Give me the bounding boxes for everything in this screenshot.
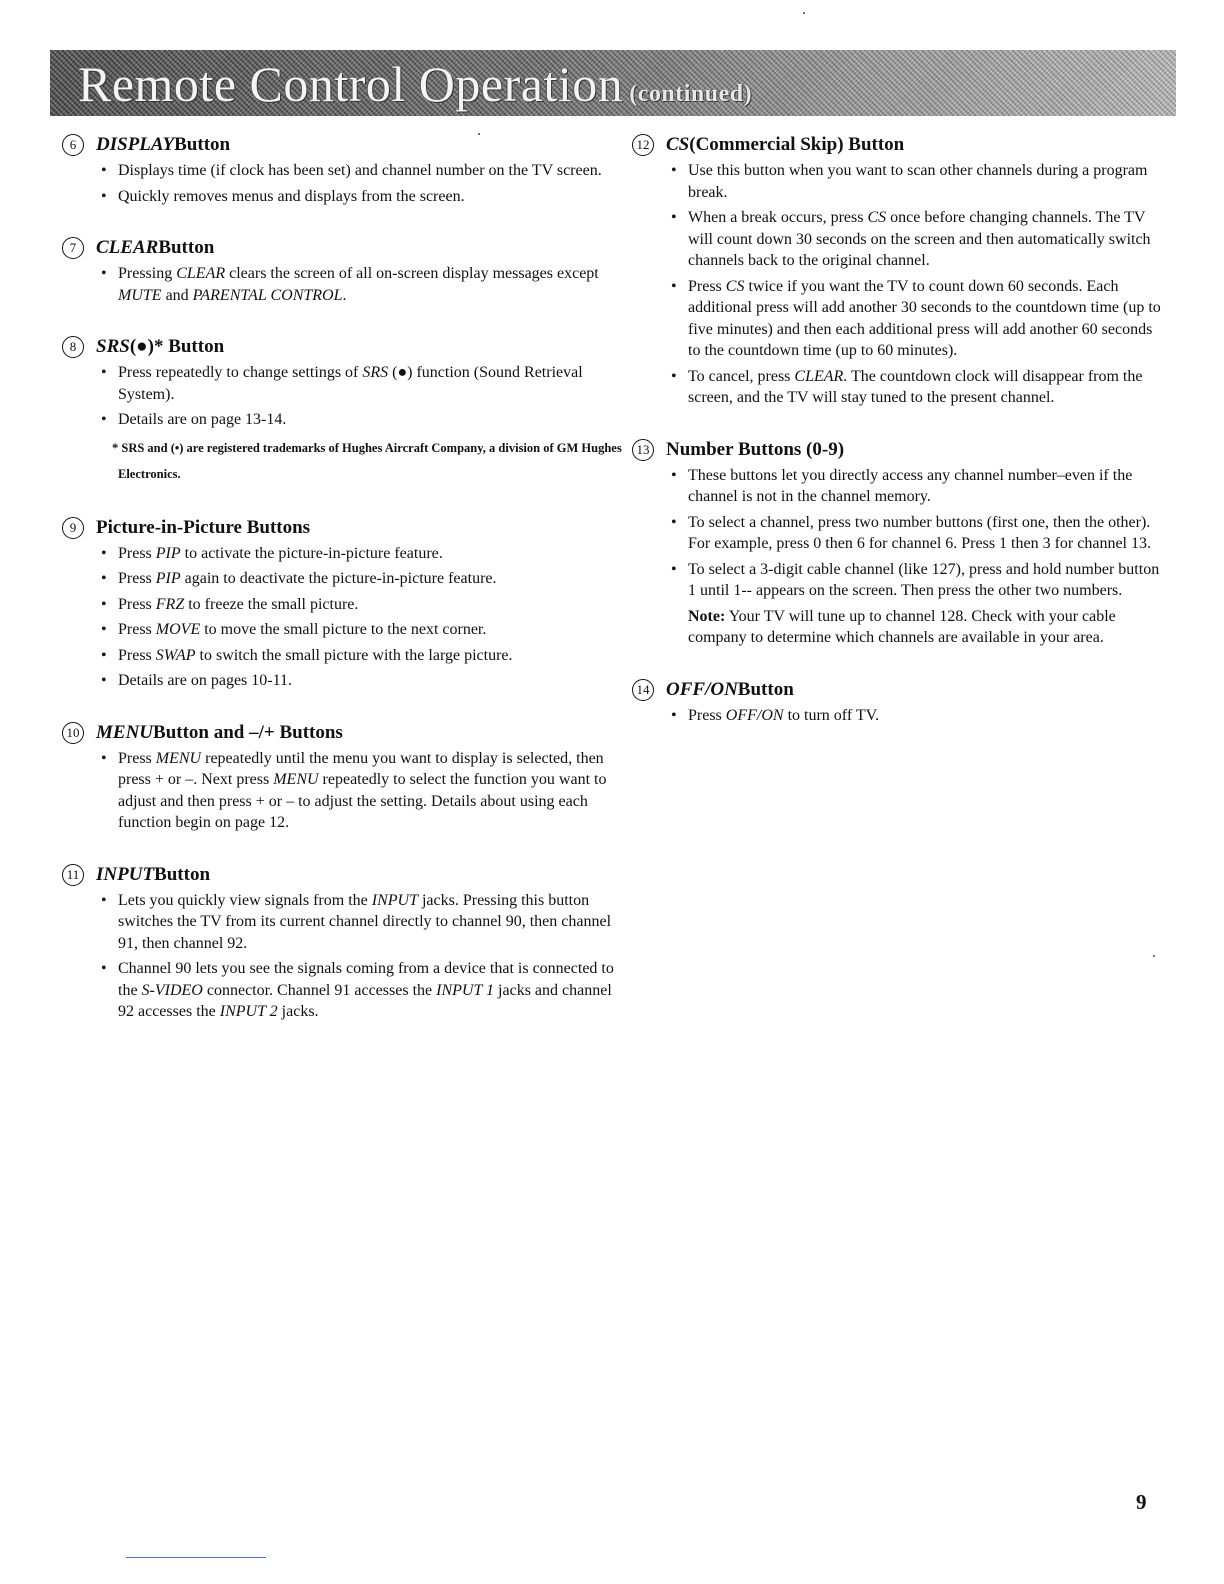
bullet-item: • Press MOVE to move the small picture to the next corner. <box>118 619 622 641</box>
italic-term: INPUT 1 <box>436 981 495 999</box>
italic-term: FRZ <box>155 595 185 613</box>
italic-term: OFF/ON <box>725 706 784 724</box>
page-subtitle: (continued) <box>629 81 753 107</box>
section-number-badge: 13 <box>632 439 654 461</box>
scan-artifact-line <box>126 1557 266 1558</box>
page-title <box>78 56 752 116</box>
bullet-item: • To select a channel, press two number buttons (first one, then the other). For example, press 0 then 6 for channel 6. Press 1 then 3 for channel 13. <box>688 512 1162 555</box>
note-item: Note: Your TV will tune up to channel 128. Check with your cable company to determine which channels are available in your area. <box>688 607 1116 646</box>
bullet-item: • Press MENU repeatedly until the menu you want to display is selected, then press + or –. Next press MENU repeatedly to select the function you want to adjust and then press + or – to adjust the setting. Details about using each function begin on page 12. <box>118 748 622 834</box>
bullet-list <box>62 890 622 1023</box>
section-title: Button <box>158 237 215 258</box>
italic-term: MENU <box>273 771 319 788</box>
italic-term: SWAP <box>155 646 196 664</box>
section-title-italic: DISPLAY <box>96 134 175 155</box>
section-number-badge: 7 <box>62 237 84 259</box>
bullet-list <box>632 160 1162 409</box>
section-title-italic: MENU <box>96 721 154 743</box>
section-title: Button <box>174 134 231 155</box>
section-title: Button and –/+ Buttons <box>153 721 343 743</box>
trademark-footnote: * SRS and (•) are registered trademarks of Hughes Aircraft Company, a division of GM Hughes Electronics. <box>112 440 622 481</box>
page-title-text: Remote Control Operation <box>78 56 624 112</box>
bullet-list <box>62 160 622 207</box>
button-section <box>62 860 622 1023</box>
italic-term: INPUT <box>371 891 418 909</box>
section-number-badge: 14 <box>632 679 654 701</box>
button-section <box>62 332 622 487</box>
bullet-item: • To select a 3-digit cable channel (like 127), press and hold number button 1 until 1-- appears on the screen. Then press the other two numbers. <box>688 559 1162 602</box>
button-section <box>62 513 622 692</box>
section-title-italic: SRS <box>96 336 130 357</box>
button-section <box>632 435 1162 649</box>
scan-artifact-dot <box>803 12 805 14</box>
section-number-badge: 12 <box>632 134 654 156</box>
section-title: Button <box>737 678 794 700</box>
section-heading <box>632 675 1162 705</box>
italic-term: S-VIDEO <box>141 981 203 999</box>
note-label: Note: <box>688 607 726 625</box>
italic-term: MOVE <box>155 621 201 638</box>
section-title: Picture-in-Picture Buttons <box>96 516 311 538</box>
left-column <box>62 130 622 1049</box>
section-number-badge: 11 <box>62 864 84 886</box>
section-title: Button <box>154 863 211 885</box>
italic-term: PIP <box>155 570 181 587</box>
italic-term: PARENTAL CONTROL <box>192 286 343 304</box>
button-section <box>632 675 1162 727</box>
bullet-list <box>62 543 622 692</box>
scan-artifact-dot <box>478 133 480 135</box>
section-heading <box>632 130 1162 160</box>
bullet-item: • Lets you quickly view signals from the INPUT jacks. Pressing this button switches the TV from its current channel directly to channel 90, then channel 91, then channel 92. <box>118 890 622 955</box>
section-heading <box>632 435 1162 465</box>
section-number-badge: 9 <box>62 517 84 539</box>
scan-artifact-dot <box>1153 955 1155 957</box>
section-title: Number Buttons (0-9) <box>666 438 845 460</box>
bullet-list <box>62 263 622 306</box>
section-title: (●)* Button <box>129 336 225 357</box>
italic-term: MUTE <box>118 286 162 304</box>
bullet-item: • Press OFF/ON to turn off TV. <box>688 705 1162 727</box>
italic-term: MENU <box>155 749 202 767</box>
button-section <box>62 233 622 306</box>
section-title: (Commercial Skip) Button <box>689 134 905 155</box>
italic-term: CS <box>725 277 745 295</box>
bullet-list <box>632 705 1162 727</box>
bullet-item: • Press repeatedly to change settings of SRS (●) function (Sound Retrieval System). <box>118 362 622 405</box>
bullet-item: • To cancel, press CLEAR. The countdown clock will disappear from the screen, and the TV will stay tuned to the present channel. <box>688 366 1162 409</box>
button-section <box>632 130 1162 409</box>
bullet-item: • When a break occurs, press CS once before changing channels. The TV will count down 30 seconds on the screen and then automatically switch channels back to the original channel. <box>688 207 1162 272</box>
section-heading <box>62 233 622 263</box>
section-number-badge: 6 <box>62 134 84 156</box>
bullet-item: • Press PIP to activate the picture-in-picture feature. <box>118 543 622 565</box>
italic-term: CLEAR <box>176 265 226 282</box>
bullet-list <box>632 465 1162 649</box>
page-number: 9 <box>1136 1490 1147 1514</box>
button-section <box>62 130 622 207</box>
italic-term: SRS <box>362 364 389 381</box>
bullet-item: • Details are on page 13-14. <box>118 409 622 431</box>
bullet-item: • Press PIP again to deactivate the picture-in-picture feature. <box>118 568 622 590</box>
bullet-list <box>62 748 622 834</box>
section-number-badge: 10 <box>62 722 84 744</box>
bullet-item: • Quickly removes menus and displays from the screen. <box>118 186 622 208</box>
section-title-italic: CLEAR <box>96 237 159 258</box>
right-column <box>632 130 1162 752</box>
section-title-italic: INPUT <box>96 863 155 885</box>
section-heading <box>62 513 622 543</box>
italic-term: CLEAR <box>794 367 844 385</box>
section-title-italic: CS <box>666 134 690 155</box>
section-heading <box>62 332 622 362</box>
section-number-badge: 8 <box>62 336 84 358</box>
button-section <box>62 718 622 834</box>
bullet-item: • Press FRZ to freeze the small picture. <box>118 594 622 616</box>
section-heading <box>62 860 622 890</box>
italic-term: PIP <box>155 544 181 562</box>
bullet-item: • Use this button when you want to scan other channels during a program break. <box>688 160 1162 203</box>
section-header-banner <box>50 50 1176 116</box>
section-heading <box>62 718 622 748</box>
bullet-item: • Press CS twice if you want the TV to count down 60 seconds. Each additional press will add another 30 seconds to the countdown time (up to five minutes) and then each additional press will add another 60 seconds to the countdown time (up to 60 minutes). <box>688 276 1162 362</box>
section-title-italic: OFF/ON <box>666 678 738 700</box>
italic-term: CS <box>867 209 887 226</box>
bullet-item: • Channel 90 lets you see the signals coming from a device that is connected to the S-VIDEO connector. Channel 91 accesses the INPUT 1 jacks and channel 92 accesses the INPUT 2 jacks. <box>118 958 622 1023</box>
bullet-list <box>62 362 622 431</box>
bullet-item: • Details are on pages 10-11. <box>118 670 622 692</box>
bullet-item: • Pressing CLEAR clears the screen of all on-screen display messages except MUTE and PARENTAL CONTROL. <box>118 263 622 306</box>
section-heading <box>62 130 622 160</box>
italic-term: INPUT 2 <box>219 1003 278 1020</box>
bullet-item: • These buttons let you directly access any channel number–even if the channel is not in the channel memory. <box>688 465 1162 508</box>
bullet-item: • Displays time (if clock has been set) and channel number on the TV screen. <box>118 160 622 182</box>
bullet-item: • Press SWAP to switch the small picture with the large picture. <box>118 645 622 667</box>
